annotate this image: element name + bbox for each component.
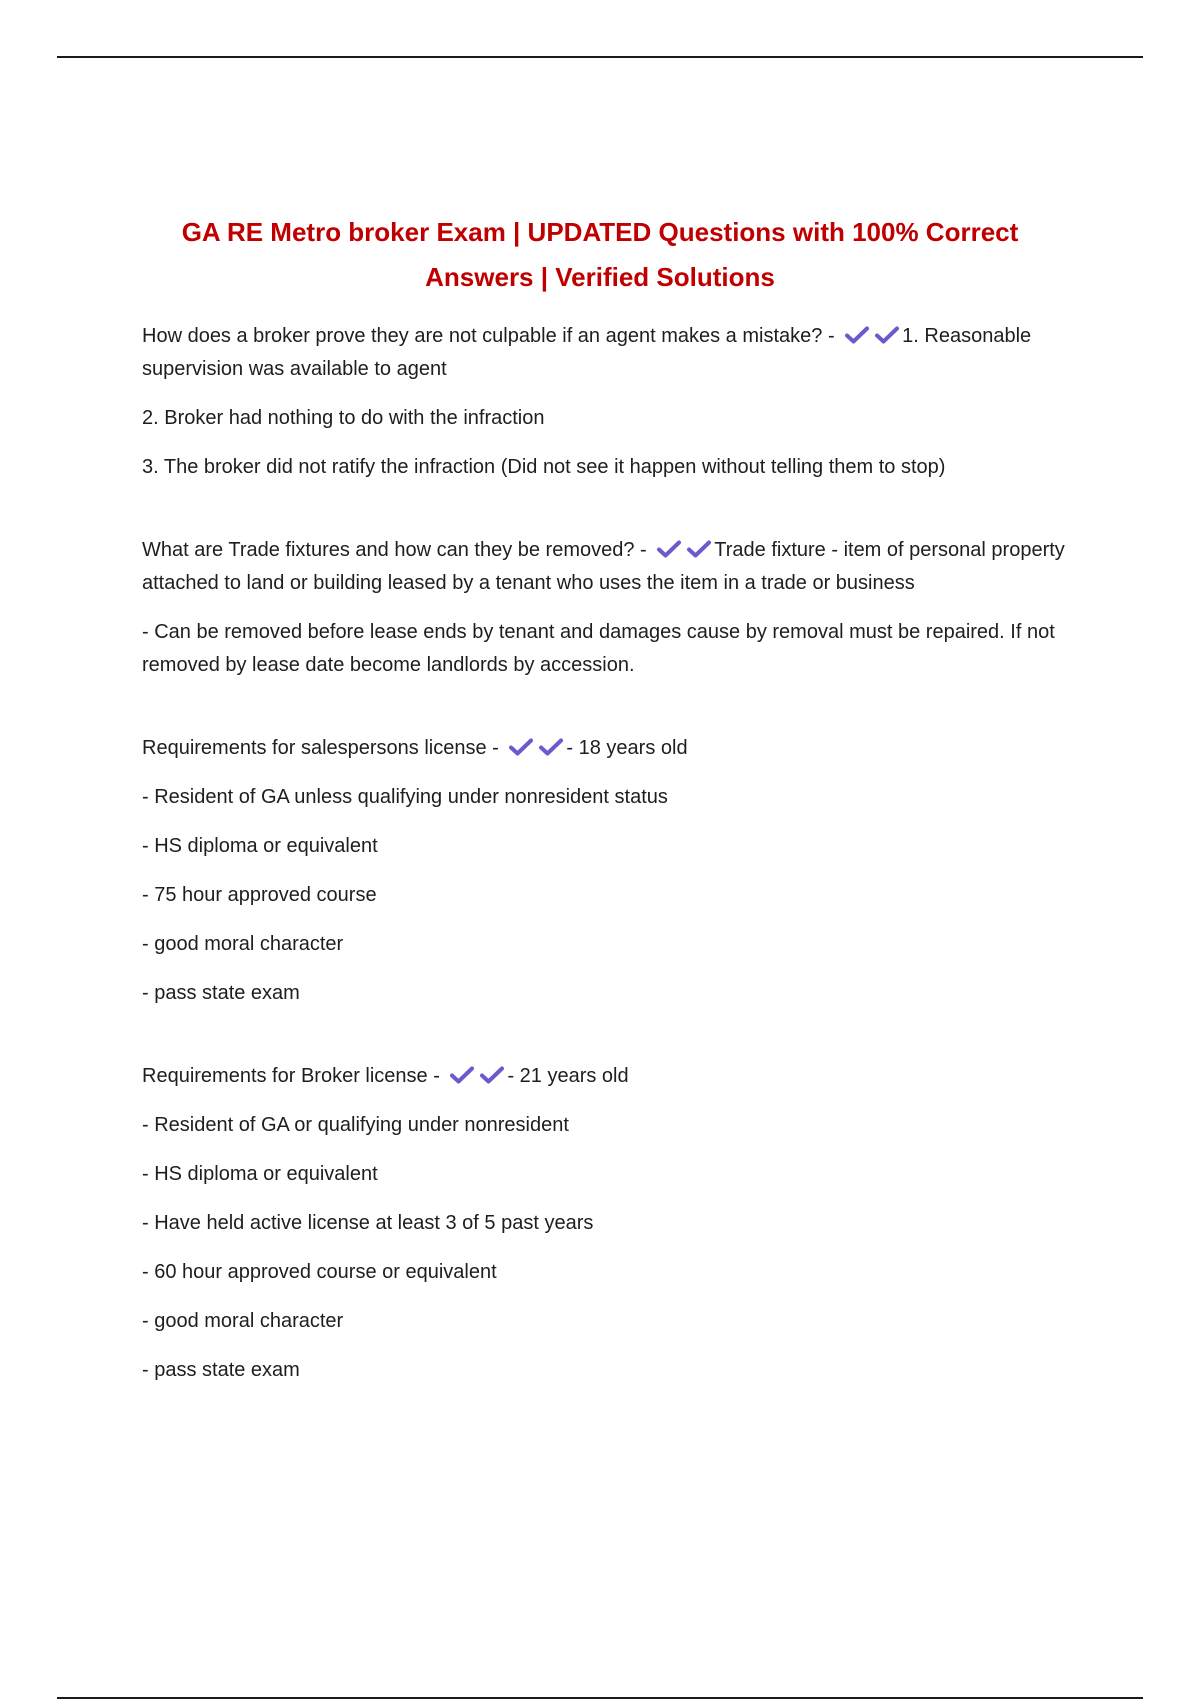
checkmark-icon: [479, 1065, 505, 1085]
question-line: [142, 732, 1072, 765]
question-line: [142, 1060, 1072, 1093]
qa-list: [142, 320, 1072, 1403]
answer-text: - 18 years old: [566, 737, 688, 759]
question-line: [142, 320, 1072, 386]
answer-line: - good moral character: [142, 1310, 344, 1332]
question-line: [142, 534, 1072, 600]
answer-line: - 60 hour approved course or equivalent: [142, 1261, 497, 1283]
answer-line: 3. The broker did not ratify the infraction (Did not see it happen without telling them to stop): [142, 456, 946, 478]
answer-line: - HS diploma or equivalent: [142, 1163, 378, 1185]
checkmark-icon: [508, 737, 534, 757]
answer-line: - Can be removed before lease ends by tenant and damages cause by removal must be repaired. If not removed by lease date become landlords by accession.: [142, 621, 1055, 676]
question-text: How does a broker prove they are not culpable if an agent makes a mistake? -: [142, 325, 841, 347]
answer-line: - pass state exam: [142, 982, 300, 1004]
answer-line: - HS diploma or equivalent: [142, 835, 378, 857]
checkmark-icon: [844, 325, 870, 345]
qa-item: [142, 732, 1072, 1010]
answer-line: - Have held active license at least 3 of 5 past years: [142, 1212, 594, 1234]
answer-line: 2. Broker had nothing to do with the infraction: [142, 407, 545, 429]
qa-item: [142, 320, 1072, 484]
qa-item: [142, 534, 1072, 682]
checkmark-icon: [686, 539, 712, 559]
checkmark-icon: [538, 737, 564, 757]
checkmark-icon: [874, 325, 900, 345]
question-text: What are Trade fixtures and how can they be removed? -: [142, 539, 653, 561]
answer-line: - Resident of GA unless qualifying under nonresident status: [142, 786, 668, 808]
answer-text: Trade fixture - item of personal property attached to land or building leased by a tenant who uses the item in a trade or business: [142, 539, 1065, 594]
top-rule: [57, 56, 1143, 58]
bottom-rule: [57, 1697, 1143, 1699]
document-title: GA RE Metro broker Exam | UPDATED Questions with 100% Correct Answers | Verified Solutions: [181, 217, 1019, 292]
qa-item: [142, 1060, 1072, 1387]
answer-text: - 21 years old: [507, 1065, 629, 1087]
answer-line: - good moral character: [142, 933, 344, 955]
answer-line: - Resident of GA or qualifying under nonresident: [142, 1114, 569, 1136]
question-text: Requirements for salespersons license -: [142, 737, 505, 759]
answer-line: - 75 hour approved course: [142, 884, 377, 906]
answer-line: - pass state exam: [142, 1359, 300, 1381]
checkmark-icon: [449, 1065, 475, 1085]
answer-text: 1. Reasonable supervision was available to agent: [142, 325, 1032, 380]
question-text: Requirements for Broker license -: [142, 1065, 446, 1087]
checkmark-icon: [656, 539, 682, 559]
